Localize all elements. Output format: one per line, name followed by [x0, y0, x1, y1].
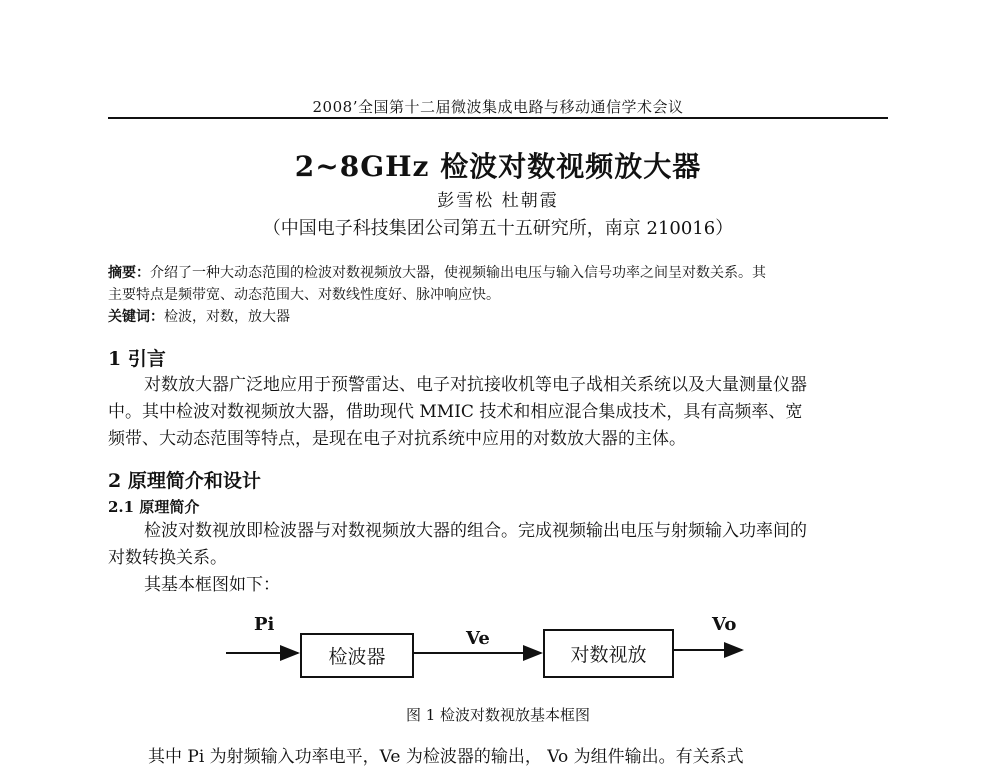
paper-title: 2~8GHz 检波对数视频放大器	[294, 150, 702, 183]
abstract-label: 摘要：	[108, 265, 150, 281]
section-2-1-heading: 2.1 原理简介	[108, 498, 200, 516]
mid-label-ve: Ve	[466, 628, 490, 649]
detector-box: 检波器	[300, 633, 414, 678]
abstract-text-1: 介绍了一种大动态范围的检波对数视频放大器，使视频输出电压与输入信号功率之间呈对数关系。其	[150, 265, 766, 281]
input-label-pi: Pi	[254, 614, 275, 635]
section-2-heading: 2 原理简介和设计	[108, 470, 261, 492]
paper-authors: 彭雪松 杜朝霞	[437, 191, 559, 211]
section-2-line-2: 对数转换关系。	[108, 548, 227, 568]
output-label-vo: Vo	[712, 614, 737, 635]
figure-caption: 图 1 检波对数视放基本框图	[405, 706, 591, 724]
section-2-line-1: 检波对数视放即检波器与对数视频放大器的组合。完成视频输出电压与射频输入功率间的	[144, 521, 807, 541]
section-1-line-2: 中。其中检波对数视频放大器，借助现代 MMIC 技术和相应混合集成技术，具有高频率、宽	[108, 402, 803, 422]
keywords-text: 检波，对数，放大器	[164, 309, 290, 325]
conference-header: 2008’全国第十二届微波集成电路与移动通信学术会议	[312, 98, 684, 116]
abstract-line-2: 主要特点是频带宽、动态范围大、对数线性度好、脉冲响应快。	[108, 287, 500, 303]
keywords-label: 关键词：	[108, 309, 164, 325]
tail-text: 其中 Pi 为射频输入功率电平，Ve 为检波器的输出， Vo 为组件输出。有关系式	[148, 747, 744, 767]
section-1-line-1: 对数放大器广泛地应用于预警雷达、电子对抗接收机等电子战相关系统以及大量测量仪器	[144, 375, 807, 395]
section-2-line-3: 其基本框图如下：	[144, 575, 280, 595]
paper-affiliation: （中国电子科技集团公司第五十五研究所，南京 210016）	[262, 218, 734, 239]
section-1-line-3: 频带、大动态范围等特点，是现在电子对抗系统中应用的对数放大器的主体。	[108, 429, 686, 449]
section-1-heading: 1 引言	[108, 348, 166, 370]
log-video-amp-box: 对数视放	[543, 629, 674, 678]
